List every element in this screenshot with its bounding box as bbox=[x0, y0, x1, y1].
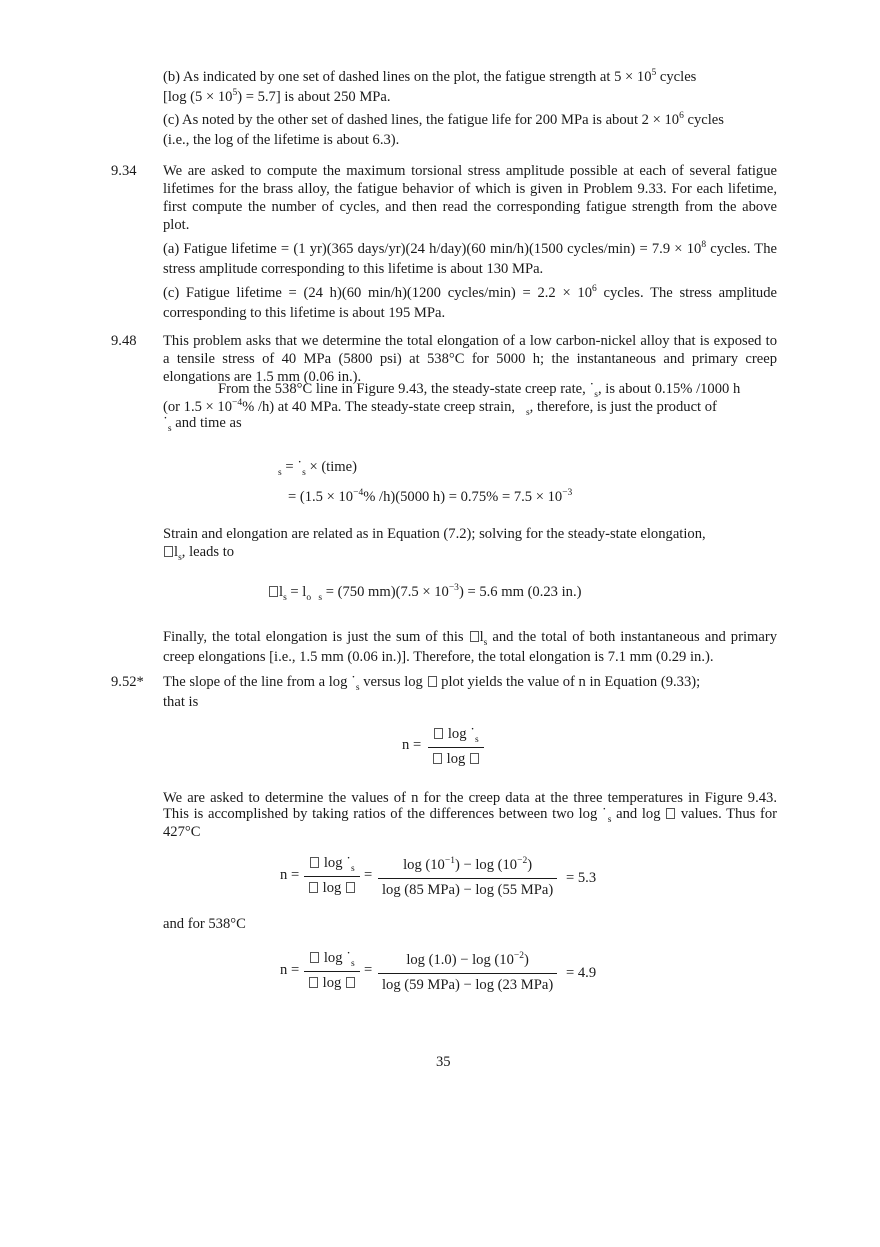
equation-427-result: = 5.3 bbox=[566, 870, 597, 886]
problem-number-952: 9.52* bbox=[111, 674, 144, 690]
equation-427-rhs-fraction: $\log (10^{-1}) - \log (10^{-2})$ log (85 MPa) − log (55 MPa) bbox=[378, 856, 557, 899]
equation-538-rhs-fraction: $\log (1.0) - \log (10^{-2})$ log (59 MPa) − log (23 MPa) bbox=[378, 951, 557, 994]
equation-elongation: $l_s = l_o$ $_s$ = (750 $mm)(7.5 \times 10^{-3}) = 5.6$ mm (0.23 in.) bbox=[268, 583, 581, 603]
page-number: 35 bbox=[436, 1054, 451, 1070]
paragraph-934-intro: We are asked to compute the maximum torsional stress amplitude possible at each of several fatigue lifetimes for the brass alloy, the fatigue behavior of which is given in Problem 9.33. For each lifetime, first compute the number of cycles, and then read the corresponding fatigue strength from the above plot. bbox=[163, 163, 777, 233]
equation-538-equals: = bbox=[364, 962, 373, 978]
equation-427-label: n = bbox=[280, 867, 300, 883]
missing-glyph-icon bbox=[470, 631, 479, 642]
equation-427-equals: = bbox=[364, 867, 373, 883]
missing-glyph-icon bbox=[346, 882, 355, 893]
equation-n-definition-label: n = bbox=[402, 737, 422, 753]
missing-glyph-icon bbox=[310, 952, 319, 963]
paragraph-948-elongation: Strain and elongation are related as in Equation (7.2); solving for the steady-state elongation, $l_s$, leads to bbox=[163, 526, 706, 563]
equation-538-label: n = bbox=[280, 962, 300, 978]
paragraph-933c: (c) As noted by the other set of dashed lines, the fatigue life for 200 MPa is about $2 \times 10^6$ cycles (i.e., the log of the lifetime is about 6.3). bbox=[163, 111, 724, 148]
equation-538-lhs-fraction: $\frac{\log ˙_s}{\log}$ bbox=[304, 949, 360, 992]
paragraph-948-total: Finally, the total elongation is just the sum of this $l_s$ and the total of both instantaneous and primary creep elongations [i.e., 1.5 mm (0.06 in.)]. Therefore, the total elongation is 7.1 mm (0.29 in.). bbox=[163, 629, 777, 665]
paragraph-952-intro: The slope of the line from a $\log ˙_s$ versus log plot yields the value of n in Equation (9.33); that is bbox=[163, 674, 701, 710]
equation-n-definition-fraction: $\frac{\log ˙_s}{\log}$ bbox=[428, 725, 484, 768]
missing-glyph-icon bbox=[269, 586, 278, 597]
equation-427-lhs-fraction: $\frac{\log ˙_s}{\log}$ bbox=[304, 854, 360, 897]
paragraph-952-determine: We are asked to determine the values of n for the creep data at the three temperatures in Figure 9.43. This is accomplished by taking ratios of the differences between two $\log ˙_s$ and log values. Thus for 427°C bbox=[163, 790, 777, 840]
paragraph-948-time-line: $˙_s$ and time as bbox=[163, 415, 242, 434]
label-and-for-538: and for 538°C bbox=[163, 916, 246, 932]
paragraph-948-rate: From the 538°C line in Figure 9.43, the steady-state creep rate, $˙_s$, is about 0.15% /1000 h bbox=[218, 381, 741, 400]
equation-creep-strain: $_s = ˙_s$ × (time) bbox=[278, 459, 357, 478]
paragraph-933b: (b) As indicated by one set of dashed lines on the plot, the fatigue strength at $5 \times 10^5$ cycles [log $(5 \times 10^5) = 5.7$] is about 250 MPa. bbox=[163, 68, 697, 105]
problem-number-948: 9.48 bbox=[111, 333, 137, 349]
missing-glyph-icon bbox=[433, 753, 442, 764]
missing-glyph-icon bbox=[434, 728, 443, 739]
missing-glyph-icon bbox=[346, 977, 355, 988]
missing-glyph-icon bbox=[164, 546, 173, 557]
paragraph-934a: (a) Fatigue lifetime = (1 yr)(365 days/yr)(24 h/day)(60 min/h)(1500 cycles/min) = $7.9 \times 10^8$ cycles. The stress amplitude corresponding to this lifetime is about 130 MPa. bbox=[163, 240, 777, 277]
paragraph-948-strain-line: (or $1.5 \times 10^{-4}\%$ /h) at 40 MPa. The steady-state creep strain, $_s$, therefore, is just the product of bbox=[163, 398, 717, 418]
missing-glyph-icon bbox=[666, 808, 675, 819]
missing-glyph-icon bbox=[470, 753, 479, 764]
missing-glyph-icon bbox=[428, 676, 437, 687]
paragraph-934c: (c) Fatigue lifetime = (24 h)(60 min/h)(1200 cycles/min) = $2.2 \times 10^6$ cycles. The stress amplitude corresponding to this lifetime is about 195 MPa. bbox=[163, 284, 778, 321]
problem-number-934: 9.34 bbox=[111, 163, 137, 179]
missing-glyph-icon bbox=[310, 857, 319, 868]
paragraph-948-intro: This problem asks that we determine the total elongation of a low carbon-nickel alloy that is exposed to a tensile stress of 40 MPa (5800 psi) at 538°C for 5000 h; the instantaneous and primary creep elongations are 1.5 mm (0.06 in.). bbox=[163, 333, 777, 385]
equation-538-result: = 4.9 bbox=[566, 965, 597, 981]
equation-creep-strain-value: = ($1.5 \times 10^{-4}\%$ /h)(5000 $h) = 0.75\% = 7.5 \times 10^{-3}$ bbox=[288, 488, 573, 505]
missing-glyph-icon bbox=[309, 977, 318, 988]
missing-glyph-icon bbox=[309, 882, 318, 893]
